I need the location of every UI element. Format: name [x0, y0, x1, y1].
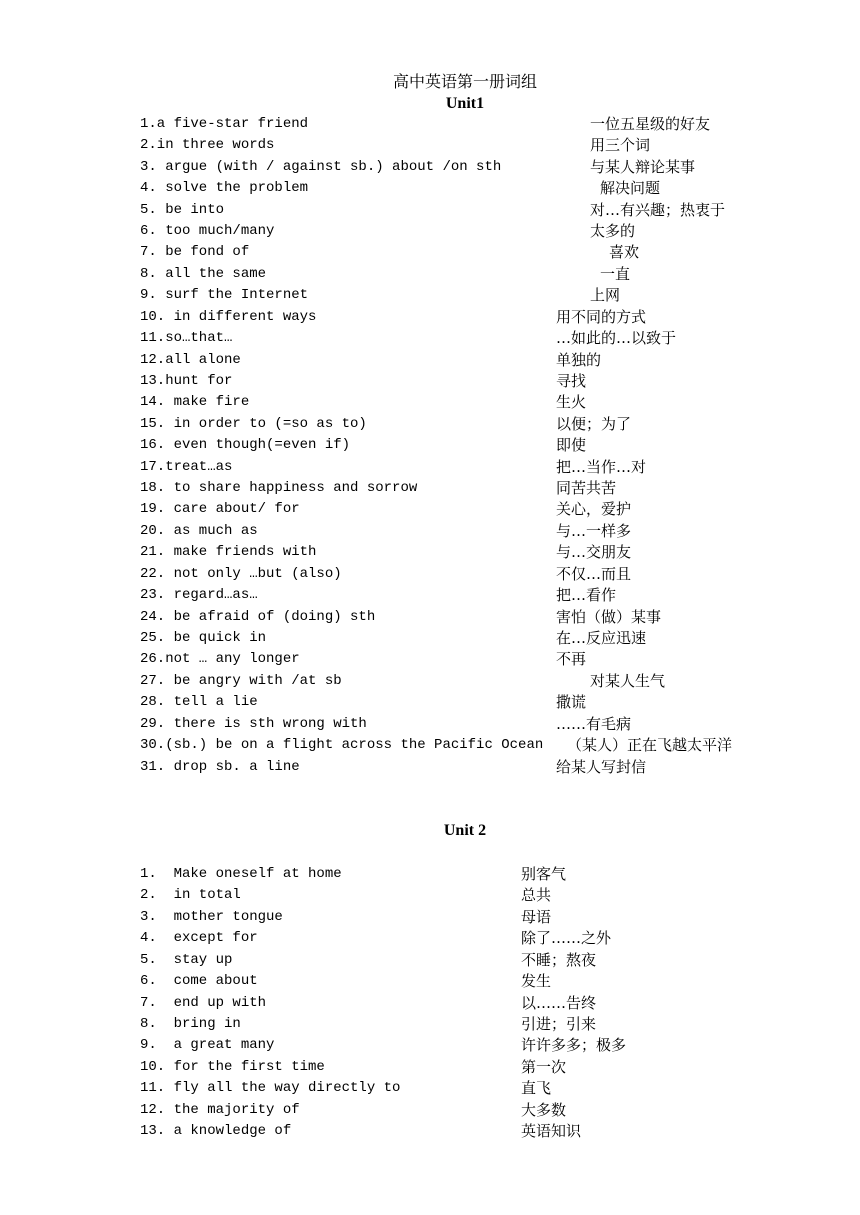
phrase-chinese: 总共	[521, 886, 552, 904]
phrase-chinese: 发生	[521, 972, 552, 990]
phrase-english: 18. to share happiness and sorrow	[140, 480, 418, 496]
list-item	[0, 414, 860, 435]
list-item	[0, 628, 860, 649]
phrase-english: 4. solve the problem	[140, 180, 309, 196]
list-item	[0, 135, 860, 156]
list-item	[0, 671, 860, 692]
phrase-english: 13. a knowledge of	[140, 1123, 292, 1139]
phrase-chinese: 一位五星级的好友	[590, 115, 711, 133]
phrase-chinese: 解决问题	[600, 179, 661, 197]
list-item	[0, 1035, 860, 1056]
phrase-english: 3. mother tongue	[140, 909, 283, 925]
phrase-chinese: 给某人写封信	[556, 758, 647, 776]
phrase-english: 16. even though(=even if)	[140, 437, 351, 453]
phrase-english: 29. there is sth wrong with	[140, 716, 367, 732]
phrase-english: 8. all the same	[140, 266, 267, 282]
list-item	[0, 735, 860, 756]
list-item	[0, 907, 860, 928]
list-item	[0, 971, 860, 992]
phrase-english: 5. be into	[140, 202, 225, 218]
phrase-english: 17.treat…as	[140, 459, 233, 475]
phrase-english: 25. be quick in	[140, 630, 267, 646]
list-item	[0, 564, 860, 585]
phrase-english: 1. Make oneself at home	[140, 866, 342, 882]
phrase-english: 7. end up with	[140, 995, 267, 1011]
phrase-chinese: 撒谎	[556, 693, 587, 711]
phrase-chinese: ……有毛病	[556, 715, 632, 733]
phrase-chinese: 寻找	[556, 372, 587, 390]
phrase-english: 26.not … any longer	[140, 651, 300, 667]
list-item	[0, 307, 860, 328]
list-item	[0, 950, 860, 971]
list-item	[0, 714, 860, 735]
phrase-english: 2.in three words	[140, 137, 275, 153]
phrase-english: 15. in order to (=so as to)	[140, 416, 367, 432]
phrase-english: 31. drop sb. a line	[140, 759, 300, 775]
phrase-chinese: 对…有兴趣；热衷于	[590, 201, 726, 219]
list-item	[0, 1121, 860, 1142]
list-item	[0, 457, 860, 478]
phrase-chinese: …如此的…以致于	[556, 329, 677, 347]
list-item	[0, 478, 860, 499]
phrase-chinese: 以便；为了	[556, 415, 632, 433]
phrase-chinese: 单独的	[556, 351, 602, 369]
phrase-english: 24. be afraid of (doing) sth	[140, 609, 376, 625]
phrase-chinese: 用三个词	[590, 136, 651, 154]
list-item	[0, 885, 860, 906]
list-item	[0, 542, 860, 563]
list-item	[0, 499, 860, 520]
phrase-chinese: 把…当作…对	[556, 458, 647, 476]
list-item	[0, 607, 860, 628]
phrase-chinese: 别客气	[521, 865, 567, 883]
list-item	[0, 1078, 860, 1099]
list-item	[0, 157, 860, 178]
phrase-chinese: 第一次	[521, 1058, 567, 1076]
phrase-english: 9. surf the Internet	[140, 287, 309, 303]
unit1-heading: Unit1	[445, 95, 485, 112]
list-item	[0, 200, 860, 221]
list-item	[0, 350, 860, 371]
phrase-english: 6. come about	[140, 973, 258, 989]
phrase-chinese: 上网	[590, 286, 621, 304]
phrase-chinese: 大多数	[521, 1101, 567, 1119]
list-item	[0, 264, 860, 285]
phrase-english: 8. bring in	[140, 1016, 241, 1032]
list-item	[0, 371, 860, 392]
document-title: 高中英语第一册词组	[392, 72, 537, 91]
phrase-english: 21. make friends with	[140, 544, 317, 560]
phrase-english: 14. make fire	[140, 394, 250, 410]
phrase-chinese: 引进；引来	[521, 1015, 597, 1033]
phrase-english: 9. a great many	[140, 1037, 275, 1053]
phrase-chinese: 不睡；熬夜	[521, 951, 597, 969]
list-item	[0, 221, 860, 242]
phrase-chinese: 生火	[556, 393, 587, 411]
phrase-english: 20. as much as	[140, 523, 258, 539]
list-item	[0, 114, 860, 135]
list-item	[0, 864, 860, 885]
list-item	[0, 1057, 860, 1078]
phrase-english: 7. be fond of	[140, 244, 250, 260]
list-item	[0, 649, 860, 670]
phrase-chinese: 以……告终	[521, 994, 597, 1012]
list-item	[0, 178, 860, 199]
phrase-chinese: 喜欢	[609, 243, 640, 261]
phrase-english: 1.a five-star friend	[140, 116, 309, 132]
phrase-chinese: 太多的	[590, 222, 636, 240]
list-item	[0, 993, 860, 1014]
list-item	[0, 521, 860, 542]
phrase-chinese: 把…看作	[556, 586, 617, 604]
list-item	[0, 1100, 860, 1121]
phrase-chinese: 关心，爱护	[556, 500, 632, 518]
phrase-chinese: 与…交朋友	[556, 543, 632, 561]
phrase-english: 23. regard…as…	[140, 587, 258, 603]
phrase-english: 30.(sb.) be on a flight across the Pacific Ocean	[140, 737, 544, 753]
list-item	[0, 435, 860, 456]
phrase-chinese: 许许多多；极多	[521, 1036, 627, 1054]
phrase-english: 12. the majority of	[140, 1102, 300, 1118]
phrase-chinese: 与…一样多	[556, 522, 632, 540]
phrase-chinese: 害怕（做）某事	[556, 608, 662, 626]
phrase-chinese: 用不同的方式	[556, 308, 647, 326]
list-item	[0, 285, 860, 306]
phrase-english: 22. not only …but (also)	[140, 566, 342, 582]
phrase-chinese: （某人）正在飞越太平洋	[567, 736, 733, 754]
phrase-english: 19. care about/ for	[140, 501, 300, 517]
phrase-english: 10. for the first time	[140, 1059, 325, 1075]
list-item	[0, 328, 860, 349]
list-item	[0, 1014, 860, 1035]
list-item	[0, 242, 860, 263]
phrase-english: 11.so…that…	[140, 330, 233, 346]
phrase-chinese: 英语知识	[521, 1122, 582, 1140]
phrase-chinese: 不仅…而且	[556, 565, 632, 583]
unit2-heading: Unit 2	[443, 822, 487, 839]
list-item	[0, 392, 860, 413]
phrase-chinese: 同苦共苦	[556, 479, 617, 497]
phrase-chinese: 除了……之外	[521, 929, 612, 947]
phrase-chinese: 不再	[556, 650, 587, 668]
list-item	[0, 757, 860, 778]
phrase-english: 28. tell a lie	[140, 694, 258, 710]
list-item	[0, 928, 860, 949]
phrase-english: 12.all alone	[140, 352, 241, 368]
phrase-english: 3. argue (with / against sb.) about /on sth	[140, 159, 502, 175]
phrase-english: 27. be angry with /at sb	[140, 673, 342, 689]
phrase-chinese: 在…反应迅速	[556, 629, 647, 647]
phrase-chinese: 一直	[600, 265, 631, 283]
phrase-english: 10. in different ways	[140, 309, 317, 325]
list-item	[0, 692, 860, 713]
phrase-chinese: 直飞	[521, 1079, 552, 1097]
phrase-chinese: 对某人生气	[590, 672, 666, 690]
phrase-chinese: 与某人辩论某事	[590, 158, 696, 176]
phrase-chinese: 母语	[521, 908, 552, 926]
phrase-english: 5. stay up	[140, 952, 233, 968]
phrase-english: 11. fly all the way directly to	[140, 1080, 401, 1096]
phrase-english: 13.hunt for	[140, 373, 233, 389]
phrase-english: 6. too much/many	[140, 223, 275, 239]
list-item	[0, 585, 860, 606]
phrase-english: 4. except for	[140, 930, 258, 946]
phrase-chinese: 即使	[556, 436, 587, 454]
phrase-english: 2. in total	[140, 887, 241, 903]
